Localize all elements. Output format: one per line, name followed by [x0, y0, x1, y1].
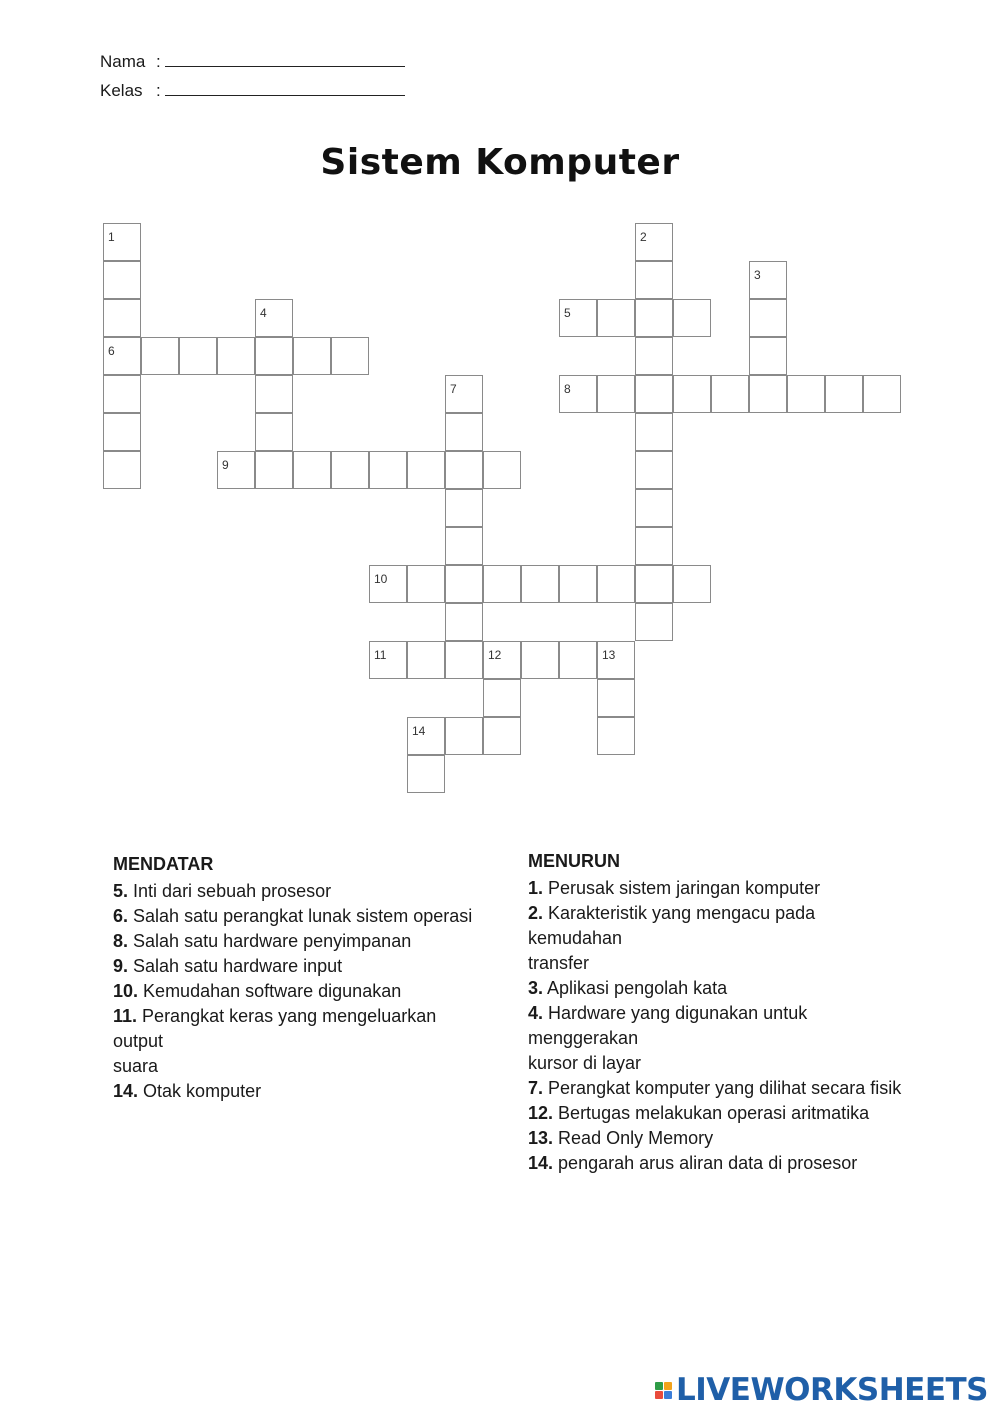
- crossword-cell[interactable]: [635, 261, 673, 299]
- crossword-cell[interactable]: [483, 565, 521, 603]
- clue-text: Salah satu perangkat lunak sistem operasi: [133, 906, 473, 926]
- crossword-cell[interactable]: [369, 451, 407, 489]
- crossword-cell[interactable]: [597, 717, 635, 755]
- class-input-line[interactable]: [165, 81, 405, 96]
- clue-text: Salah satu hardware penyimpanan: [133, 931, 412, 951]
- cell-number: 9: [222, 458, 229, 472]
- clue-continuation: output: [113, 1031, 164, 1051]
- crossword-cell[interactable]: [103, 413, 141, 451]
- clue-number: 8.: [113, 931, 129, 951]
- clue-item: [528, 876, 958, 901]
- clue-text: Hardware yang digunakan untuk: [548, 1003, 808, 1023]
- crossword-cell[interactable]: [635, 451, 673, 489]
- crossword-cell[interactable]: [407, 755, 445, 793]
- crossword-cell[interactable]: [179, 337, 217, 375]
- crossword-cell[interactable]: [673, 299, 711, 337]
- crossword-cell[interactable]: [445, 375, 483, 413]
- crossword-cell[interactable]: [559, 299, 597, 337]
- cell-number: 10: [374, 572, 388, 586]
- class-field-row: [100, 81, 405, 101]
- crossword-cell[interactable]: [863, 375, 901, 413]
- crossword-cell[interactable]: [255, 299, 293, 337]
- cell-number: 14: [412, 724, 426, 738]
- crossword-cell[interactable]: [825, 375, 863, 413]
- clue-number: 1.: [528, 878, 544, 898]
- crossword-cell[interactable]: [407, 641, 445, 679]
- clue-number: 13.: [528, 1128, 554, 1148]
- name-input-line[interactable]: [165, 52, 405, 67]
- cell-number: 12: [488, 648, 502, 662]
- crossword-cell[interactable]: [331, 451, 369, 489]
- clue-number: 5.: [113, 881, 129, 901]
- crossword-cell[interactable]: [293, 451, 331, 489]
- crossword-cell[interactable]: [369, 565, 407, 603]
- crossword-cell[interactable]: [445, 717, 483, 755]
- crossword-cell[interactable]: [217, 451, 255, 489]
- clue-item: [528, 1001, 958, 1026]
- cell-number: 5: [564, 306, 571, 320]
- crossword-cell[interactable]: [255, 413, 293, 451]
- clue-item: [528, 1076, 958, 1101]
- class-label: Kelas: [100, 81, 143, 100]
- crossword-cell[interactable]: [635, 489, 673, 527]
- clue-item: [528, 1126, 958, 1151]
- clue-continuation: transfer: [528, 953, 590, 973]
- crossword-cell[interactable]: [445, 451, 483, 489]
- crossword-cell[interactable]: [103, 261, 141, 299]
- crossword-cell[interactable]: [483, 679, 521, 717]
- clue-continuation: menggerakan: [528, 1028, 639, 1048]
- crossword-cell[interactable]: [597, 679, 635, 717]
- clue-number: 9.: [113, 956, 129, 976]
- crossword-cell[interactable]: [635, 337, 673, 375]
- crossword-cell[interactable]: [255, 451, 293, 489]
- crossword-cell[interactable]: [635, 299, 673, 337]
- crossword-cell[interactable]: [293, 337, 331, 375]
- clue-item: [528, 1151, 958, 1176]
- across-clue-list: [113, 879, 513, 1104]
- clue-continuation: kursor di layar: [528, 1053, 642, 1073]
- crossword-cell[interactable]: [635, 565, 673, 603]
- clue-number: 4.: [528, 1003, 544, 1023]
- crossword-cell[interactable]: [407, 565, 445, 603]
- clue-item: [113, 929, 513, 954]
- clue-item: [113, 904, 513, 929]
- crossword-cell[interactable]: [141, 337, 179, 375]
- cell-number: 11: [374, 648, 387, 662]
- crossword-cell[interactable]: [635, 223, 673, 261]
- crossword-cell[interactable]: [103, 337, 141, 375]
- down-clue-list: [528, 876, 958, 1176]
- clue-text: Perangkat keras yang mengeluarkan: [142, 1006, 437, 1026]
- crossword-cell[interactable]: [559, 565, 597, 603]
- clue-continuation: suara: [113, 1056, 159, 1076]
- crossword-cell[interactable]: [597, 565, 635, 603]
- crossword-cell[interactable]: [711, 375, 749, 413]
- crossword-cell[interactable]: [635, 375, 673, 413]
- clue-number: 11.: [113, 1006, 138, 1026]
- clue-number: 10.: [113, 981, 139, 1001]
- crossword-cell[interactable]: [635, 413, 673, 451]
- crossword-cell[interactable]: [597, 299, 635, 337]
- down-clues: [528, 849, 958, 1176]
- crossword-cell[interactable]: [103, 223, 141, 261]
- cell-number: 2: [640, 230, 647, 244]
- name-label: Nama: [100, 52, 146, 71]
- crossword-cell[interactable]: [445, 603, 483, 641]
- clue-item: [113, 879, 513, 904]
- crossword-cell[interactable]: [673, 565, 711, 603]
- clue-text: Bertugas melakukan operasi aritmatika: [558, 1103, 870, 1123]
- crossword-cell[interactable]: [559, 641, 597, 679]
- clue-item: [113, 1079, 513, 1104]
- cell-number: 7: [450, 382, 457, 396]
- crossword-cell[interactable]: [445, 641, 483, 679]
- crossword-cell[interactable]: [749, 375, 787, 413]
- crossword-cell[interactable]: [103, 375, 141, 413]
- crossword-cell[interactable]: [255, 375, 293, 413]
- clue-text: Perangkat komputer yang dilihat secara fisik: [548, 1078, 902, 1098]
- liveworksheets-brand: [655, 1372, 988, 1408]
- crossword-cell[interactable]: [597, 641, 635, 679]
- cell-number: 6: [108, 344, 115, 358]
- name-separator: :: [156, 52, 161, 71]
- clue-number: 14.: [528, 1153, 554, 1173]
- clue-item: [528, 901, 958, 926]
- across-heading: MENDATAR: [113, 854, 214, 874]
- crossword-cell[interactable]: [749, 299, 787, 337]
- crossword-cell[interactable]: [521, 641, 559, 679]
- cell-number: 1: [108, 230, 115, 244]
- crossword-cell[interactable]: [217, 337, 255, 375]
- brand-name: LIVEWORKSHEETS: [676, 1372, 988, 1408]
- clue-text: pengarah arus aliran data di prosesor: [558, 1153, 858, 1173]
- clue-text: Otak komputer: [143, 1081, 262, 1101]
- crossword-cell[interactable]: [559, 375, 597, 413]
- clue-text: Kemudahan software digunakan: [143, 981, 402, 1001]
- cell-number: 8: [564, 382, 571, 396]
- crossword-cell[interactable]: [445, 565, 483, 603]
- crossword-cell[interactable]: [483, 641, 521, 679]
- clue-number: 2.: [528, 903, 544, 923]
- crossword-cell[interactable]: [255, 337, 293, 375]
- cell-number: 13: [602, 648, 616, 662]
- crossword-cell[interactable]: [749, 261, 787, 299]
- crossword-cell[interactable]: [635, 527, 673, 565]
- clue-item: [113, 979, 513, 1004]
- crossword-cell[interactable]: [635, 603, 673, 641]
- clue-item: [113, 954, 513, 979]
- clue-text: Read Only Memory: [558, 1128, 714, 1148]
- worksheet-title: Sistem Komputer: [320, 142, 680, 183]
- crossword-cell[interactable]: [103, 451, 141, 489]
- clue-number: 6.: [113, 906, 129, 926]
- clue-number: 14.: [113, 1081, 139, 1101]
- name-field-row: [100, 52, 405, 72]
- clue-number: 3.: [528, 978, 544, 998]
- clue-text: Salah satu hardware input: [133, 956, 343, 976]
- clue-continuation: kemudahan: [528, 928, 623, 948]
- crossword-cell[interactable]: [445, 527, 483, 565]
- clue-item: [528, 1101, 958, 1126]
- liveworksheets-logo-icon: [655, 1382, 672, 1399]
- clue-item: [113, 1004, 513, 1029]
- clue-number: 7.: [528, 1078, 544, 1098]
- clue-text: Inti dari sebuah prosesor: [133, 881, 332, 901]
- crossword-cell[interactable]: [407, 451, 445, 489]
- crossword-cell[interactable]: [483, 451, 521, 489]
- crossword-cell[interactable]: [597, 375, 635, 413]
- crossword-cell[interactable]: [521, 565, 559, 603]
- crossword-cell[interactable]: [407, 717, 445, 755]
- crossword-cell[interactable]: [749, 337, 787, 375]
- clue-text: Aplikasi pengolah kata: [547, 978, 728, 998]
- cell-number: 3: [754, 268, 761, 282]
- crossword-cell[interactable]: [331, 337, 369, 375]
- crossword-cell[interactable]: [369, 641, 407, 679]
- crossword-cell[interactable]: [483, 717, 521, 755]
- crossword-cell[interactable]: [103, 299, 141, 337]
- clue-text: Karakteristik yang mengacu pada: [548, 903, 816, 923]
- cell-number: 4: [260, 306, 267, 320]
- clue-number: 12.: [528, 1103, 554, 1123]
- clue-text: Perusak sistem jaringan komputer: [548, 878, 821, 898]
- crossword-cell[interactable]: [787, 375, 825, 413]
- clue-item: [528, 976, 958, 1001]
- class-separator: :: [156, 81, 161, 100]
- crossword-cell[interactable]: [445, 489, 483, 527]
- crossword-cell[interactable]: [673, 375, 711, 413]
- across-clues: [113, 852, 513, 1104]
- down-heading: MENURUN: [528, 851, 620, 871]
- crossword-cell[interactable]: [445, 413, 483, 451]
